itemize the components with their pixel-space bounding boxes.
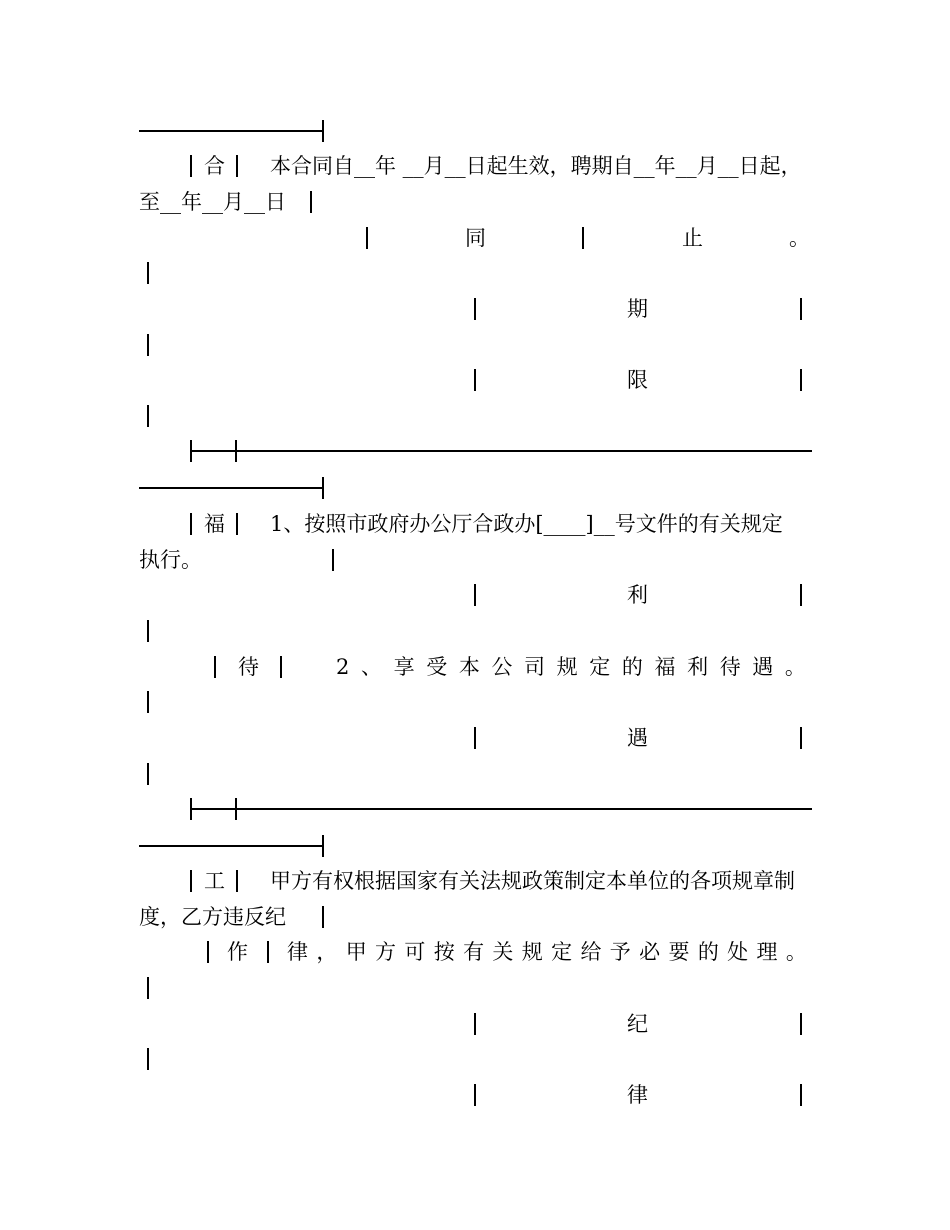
table-border xyxy=(474,584,476,606)
table-border xyxy=(474,298,476,320)
discipline-text-line: 甲方有权根据国家有关法规政策制定本单位的各项规章制 xyxy=(270,869,795,893)
table-border xyxy=(800,369,802,391)
table-border xyxy=(207,941,209,963)
welfare-text-line: 执行。 xyxy=(139,548,202,572)
section-label-char: 作 xyxy=(227,940,248,964)
section-label-char: 期 xyxy=(627,297,648,321)
table-border xyxy=(800,1084,802,1106)
discipline-text-line-spread: 律 ， 甲 方 可 按 有 关 规 定 给 予 必 要 的 处 理 。 xyxy=(287,940,807,964)
table-border xyxy=(474,727,476,749)
term-text-period: 。 xyxy=(789,226,810,250)
table-border xyxy=(235,798,237,820)
table-border xyxy=(582,227,584,249)
section-label-char: 律 xyxy=(627,1083,648,1107)
table-border xyxy=(190,513,192,535)
term-text-end: 止 xyxy=(682,226,703,250)
table-rule xyxy=(139,130,323,132)
term-text-line: 至__年__月__日 xyxy=(139,190,286,214)
section-label-char: 福 xyxy=(204,512,225,536)
section-label-char: 同 xyxy=(465,226,486,250)
table-border xyxy=(280,656,282,678)
section-label-char: 工 xyxy=(204,869,225,893)
table-border xyxy=(236,155,238,177)
table-border xyxy=(147,977,149,999)
table-border xyxy=(214,656,216,678)
table-border xyxy=(147,1048,149,1070)
section-label-char: 利 xyxy=(627,583,648,607)
table-border xyxy=(147,334,149,356)
table-border xyxy=(800,584,802,606)
table-border xyxy=(147,620,149,642)
table-border xyxy=(800,1013,802,1035)
table-border xyxy=(322,477,324,499)
table-border xyxy=(366,227,368,249)
table-border xyxy=(322,906,324,928)
section-label-char: 遇 xyxy=(627,726,648,750)
section-label-char: 纪 xyxy=(627,1012,648,1036)
table-border xyxy=(147,405,149,427)
table-border xyxy=(322,120,324,142)
table-border xyxy=(474,1084,476,1106)
welfare-text-line: 1、按照市政府办公厅合政办[____]__号文件的有关规定 xyxy=(270,512,783,536)
discipline-text-line: 度，乙方违反纪 xyxy=(139,905,286,929)
table-border xyxy=(310,191,312,213)
table-border xyxy=(190,870,192,892)
table-border xyxy=(474,369,476,391)
table-rule xyxy=(139,487,323,489)
table-border xyxy=(332,549,334,571)
table-border xyxy=(800,298,802,320)
table-rule xyxy=(139,845,323,847)
table-rule xyxy=(190,808,812,810)
table-border xyxy=(800,727,802,749)
table-rule xyxy=(190,450,812,452)
section-label-char: 合 xyxy=(204,154,225,178)
table-border xyxy=(236,870,238,892)
table-border xyxy=(190,155,192,177)
section-label-char: 限 xyxy=(627,368,648,392)
table-border xyxy=(236,513,238,535)
table-border xyxy=(322,835,324,857)
table-border xyxy=(267,941,269,963)
table-border xyxy=(474,1013,476,1035)
table-border xyxy=(147,763,149,785)
term-text-line: 本合同自__年 __月__日起生效，聘期自__年__月__日起， xyxy=(270,154,802,178)
section-label-char: 待 xyxy=(238,655,259,679)
table-border xyxy=(235,440,237,462)
table-border xyxy=(147,691,149,713)
table-border xyxy=(147,262,149,284)
welfare-text-line-spread: 2 、 享 受 本 公 司 规 定 的 福 利 待 遇 。 xyxy=(336,655,806,679)
